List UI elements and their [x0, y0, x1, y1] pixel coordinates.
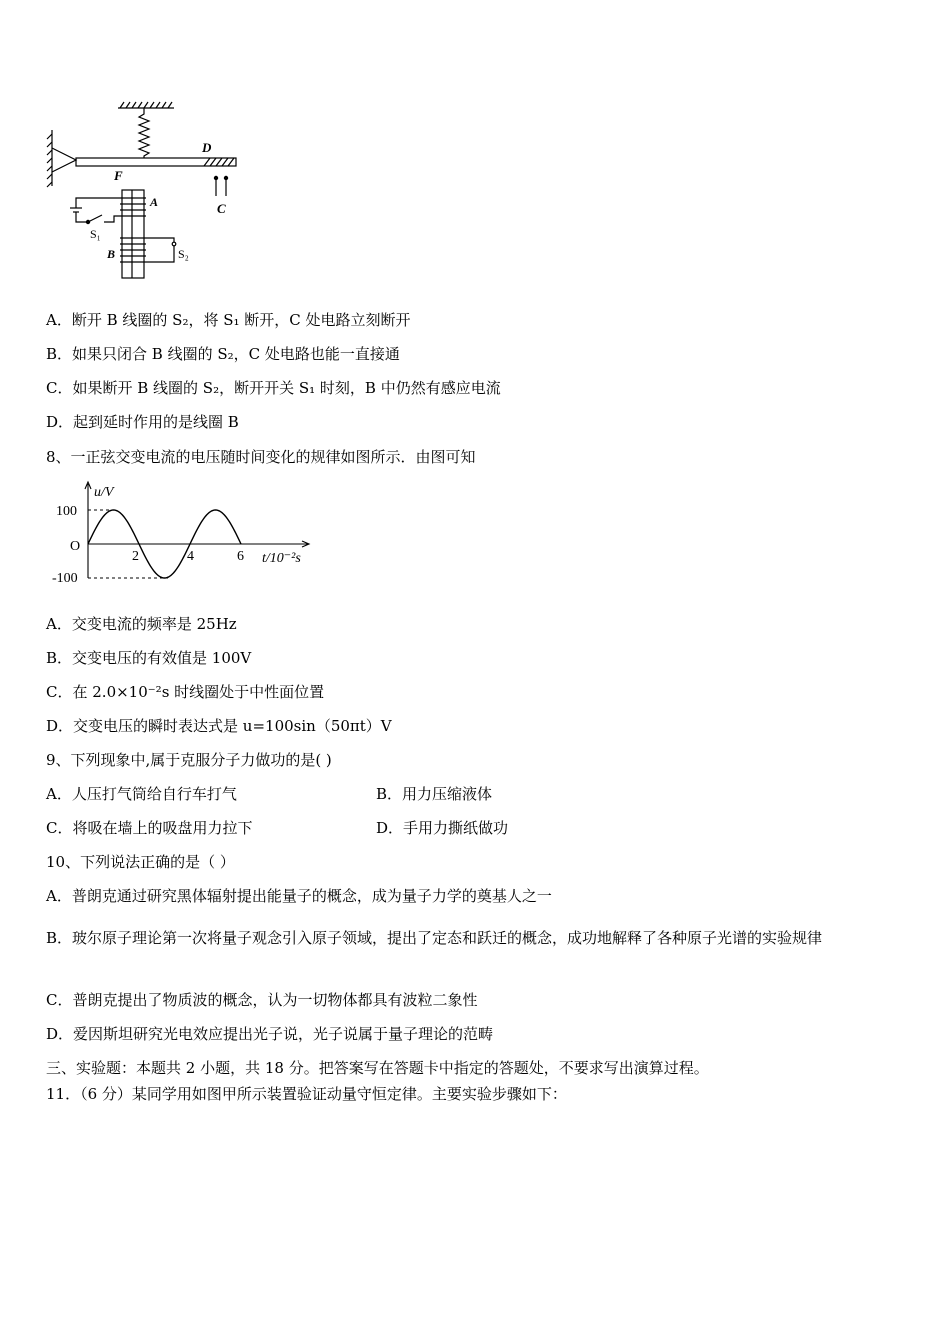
q8-option-c: C．在 2.0×10⁻²s 时线圈处于中性面位置 [46, 683, 325, 701]
q7-option-c: C．如果断开 B 线圈的 S₂，断开开关 S₁ 时刻，B 中仍然有感应电流 [46, 379, 501, 397]
label-S2: S₂ [178, 247, 189, 261]
q9-option-c: C．将吸在墙上的吸盘用力拉下 [46, 819, 253, 837]
y-tick-100: 100 [56, 504, 77, 519]
x-tick-4: 4 [187, 549, 194, 564]
q8-option-a: A．交变电流的频率是 25Hz [46, 615, 237, 633]
q7-option-d: D．起到延时作用的是线圈 B [46, 413, 239, 431]
q9-stem: 9、下列现象中,属于克服分子力做功的是( ) [46, 751, 332, 769]
q10-option-b: B．玻尔原子理论第一次将量子观念引入原子领域，提出了定态和跃迁的概念，成功地解释了各种原子光谱的实验规律 [46, 929, 823, 947]
label-S1: S₁ [90, 227, 101, 241]
q11-stem: 11．（6 分）某同学用如图甲所示装置验证动量守恒定律。主要实验步骤如下： [46, 1085, 567, 1103]
relay-diagram [44, 100, 244, 290]
q7-option-b: B．如果只闭合 B 线圈的 S₂，C 处电路也能一直接通 [46, 345, 400, 363]
label-F: F [114, 168, 123, 183]
q10-stem: 10、下列说法正确的是（ ） [46, 853, 235, 871]
q9-option-d: D．手用力撕纸做功 [376, 819, 509, 837]
x-tick-6: 6 [237, 549, 244, 564]
q9-option-a: A．人压打气筒给自行车打气 [46, 785, 237, 803]
sine-chart [48, 478, 328, 593]
label-C: C [217, 201, 226, 216]
y-tick-neg100: -100 [52, 571, 78, 586]
x-axis-label: t/10⁻²s [262, 551, 301, 566]
q10-option-d: D．爱因斯坦研究光电效应提出光子说，光子说属于量子理论的范畴 [46, 1025, 494, 1043]
x-tick-2: 2 [132, 549, 139, 564]
y-axis-label: u/V [94, 485, 114, 500]
section-3-title: 三、实验题：本题共 2 小题，共 18 分。把答案写在答题卡中指定的答题处，不要求写出演算过程。 [46, 1059, 709, 1077]
q10-option-c: C．普朗克提出了物质波的概念，认为一切物体都具有波粒二象性 [46, 991, 478, 1009]
label-B: B [107, 247, 116, 261]
q10-option-a: A．普朗克通过研究黑体辐射提出能量子的概念，成为量子力学的奠基人之一 [46, 887, 552, 905]
label-D: D [202, 140, 212, 155]
q9-option-b: B．用力压缩液体 [376, 785, 493, 803]
label-A: A [150, 195, 159, 209]
y-tick-origin: O [70, 539, 81, 554]
q8-option-d: D．交变电压的瞬时表达式是 u=100sin（50πt）V [46, 717, 392, 735]
q8-stem: 8、一正弦交变电流的电压随时间变化的规律如图所示．由图可知 [46, 448, 476, 466]
q8-option-b: B．交变电压的有效值是 100V [46, 649, 252, 667]
q7-option-a: A．断开 B 线圈的 S₂，将 S₁ 断开，C 处电路立刻断开 [46, 311, 411, 329]
